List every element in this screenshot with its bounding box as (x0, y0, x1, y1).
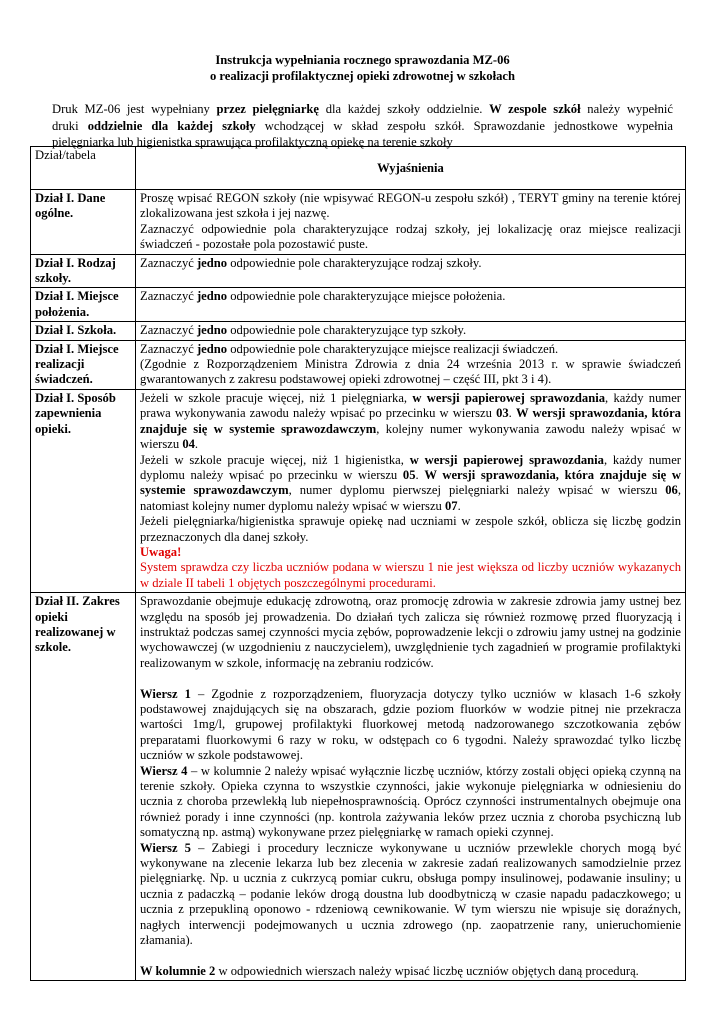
row-paragraph: Sprawozdanie obejmuje edukację zdrowotną, oraz promocję zdrowia w zakresie zdrowia jamy ustnej bez względu na sposób jej prowadzenia. Do działań tych zalicza się również rozmowę przed fluoryzacją i instruktaż podczas samej czynności mycia zębów, poprowadzenie lekcji o zdrowiu jamy ustnej na godzinie wychowawczej (w uzgodnieniu z nauczycielem), uwzględnienie tych zagadnień w programie profilaktyki realizowanym w szkole, informację na zebraniu rodziców. (140, 594, 681, 670)
table-row (31, 288, 686, 322)
paragraph-spacer (140, 671, 681, 686)
row-paragraph (140, 391, 681, 453)
row-text: odpowiednie pole charakteryzujące miejsce realizacji świadczeń. (227, 341, 559, 356)
row-label-cell (31, 254, 136, 288)
row-bold: W wersji sprawozdania, która znajduje się w systemie sprawozdawczym (140, 467, 682, 498)
row-paragraph (140, 687, 681, 764)
row-text: , natomiast kolejny numer dyplomu należy wpisać w wierszu (140, 483, 681, 513)
intro-line-1 (52, 101, 673, 118)
row-text: . (457, 498, 461, 513)
intro-paragraph (52, 101, 673, 151)
header-cell-section (31, 147, 136, 190)
row-text: , numer dyplomu pierwszej pielęgniarki należy wpisać w wierszu (288, 483, 666, 498)
row-text: – Zgodnie z rozporządzeniem, fluoryzacja dotyczy tylko uczniów w klasach 1-6 szkoły podstawowej znajdujących się na obszarach, gdzie poziom fluorków w wodzie pitnej nie przekracza wartości 1mg/l, grupowej profilaktyki fluorkowej metodą nadzorowanego szczotkowania zębów preparatami fluorkowymi 6 razy w roku, w odstępach co 6 tygodni. Należy sprawozdać tylko liczbę uczniów w szkole podstawowej. (140, 686, 681, 763)
row-text: – w kolumnie 2 należy wpisać wyłącznie liczbę uczniów, którzy zostali objęci opieką czynną na terenie szkoły. Opieka czynna to wszystkie czynności, jakie wykonuje pielęgniarka w odniesieniu do ucznia z choroba przewlekłą lub niepełnosprawnością. Oprócz czynności instrumentalnych obejmuje ona również porady i inne czynności (np. kontrola zażywania leków przez ucznia z choroba psychiczną lub somatyczną np. astmą) wykonywane przez pielęgniarkę w ramach opieki czynnej. (140, 763, 682, 840)
table-row (31, 190, 686, 255)
document-title-line-1: Instrukcja wypełniania rocznego sprawozdania MZ-06 (215, 53, 510, 67)
row-text: . (508, 406, 516, 421)
row-bold: w wersji papierowej sprawozdania (409, 452, 604, 467)
intro-bold: oddzielnie dla każdej szkoły (87, 118, 256, 133)
row-text: Jeżeli w szkole pracuje więcej, niż 1 pielęgniarka, (140, 390, 413, 405)
row-label: Dział I. Szkoła. (35, 323, 117, 338)
row-paragraph (140, 453, 681, 515)
row-label-cell (31, 190, 136, 255)
row-text: odpowiednie pole charakteryzujące miejsce położenia. (227, 289, 506, 304)
row-text: w odpowiednich wierszach należy wpisać liczbę uczniów objętych daną procedurą. (215, 963, 639, 978)
table-row (31, 340, 686, 389)
row-text: Jeżeli w szkole pracuje więcej, niż 1 higienistka, (140, 452, 410, 467)
row-label-cell (31, 288, 136, 322)
row-text: . (194, 437, 199, 452)
table-header-row (31, 147, 686, 190)
row-bold: Wiersz 5 (140, 840, 191, 855)
instructions-table (30, 146, 686, 981)
table-row (31, 593, 686, 981)
row-label: Dział I. Miejsce położenia. (35, 289, 119, 319)
row-bold: jedno (196, 323, 228, 338)
row-text: , kolejny numer wykonywania zawodu należy wpisać w wierszu (140, 421, 681, 452)
row-label: Dział II. Zakres opieki realizowanej w szkole. (35, 594, 120, 655)
row-bold: Wiersz 4 (140, 763, 188, 778)
warning-text: System sprawdza czy liczba uczniów podana w wierszu 1 nie jest większa od liczby uczniów wykazanych w dziale II tabeli 1 objętych poszczególnymi procedurami. (140, 560, 681, 590)
row-label-cell (31, 322, 136, 340)
row-paragraph (140, 841, 681, 949)
row-bold: 03 (496, 406, 509, 421)
document-title-line-2: o realizacji profilaktycznej opieki zdrowotnej w szkołach (209, 69, 515, 83)
warning-heading: Uwaga! (140, 544, 182, 559)
row-text: Zaznaczyć (140, 341, 197, 356)
intro-bold: W zespole szkół (489, 102, 581, 116)
row-text: Zaznaczyć (140, 289, 197, 304)
row-bold: W kolumnie 2 (140, 963, 216, 978)
row-label: Dział I. Rodzaj szkoły. (35, 255, 116, 286)
row-content-cell (136, 288, 686, 322)
row-text: odpowiednie pole charakteryzujące typ szkoły. (227, 323, 467, 338)
intro-text: należy wypełnić (580, 102, 673, 116)
row-text: , każdy numer dyplomu należy wpisać po przecinku w wierszu (140, 452, 681, 482)
intro-line-2 (52, 118, 673, 135)
row-label: Dział I. Dane ogólne. (35, 191, 106, 221)
table-row (31, 322, 686, 340)
row-bold: jedno (196, 255, 228, 270)
header-section-label: Dział/tabela (35, 148, 96, 162)
row-content-cell (136, 190, 686, 255)
table-row (31, 389, 686, 592)
row-label: Dział I. Miejsce realizacji świadczeń. (35, 341, 119, 387)
row-text: , każdy numer prawa wykonywania zawodu należy wpisać po przecinku w wierszu (140, 390, 681, 421)
row-paragraph: Proszę wpisać REGON szkoły (nie wpisywać REGON-u zespołu szkół) , TERYT gminy na terenie której zlokalizowana jest szkoła i jej nazwę. (140, 191, 681, 221)
row-bold: 04 (182, 437, 195, 452)
header-cell-explanations (136, 147, 686, 190)
row-content-cell (136, 254, 686, 288)
row-text: . (415, 467, 425, 482)
row-paragraph (140, 764, 681, 841)
row-bold: jedno (196, 289, 228, 304)
row-content-cell (136, 340, 686, 389)
row-bold: Wiersz 1 (140, 686, 191, 701)
row-paragraph (140, 342, 681, 357)
row-bold: w wersji papierowej sprawozdania (412, 390, 606, 405)
intro-text: druki (52, 118, 88, 133)
row-bold: 07 (444, 498, 458, 513)
row-content-cell (136, 389, 686, 592)
row-label: Dział I. Sposób zapewnienia opieki. (35, 390, 116, 436)
intro-text: dla każdej szkoły oddzielnie. (319, 102, 490, 116)
paragraph-spacer (140, 948, 681, 963)
row-bold: jedno (196, 341, 228, 356)
row-paragraph: (Zgodnie z Rozporządzeniem Ministra Zdrowia z dnia 24 września 2013 r. w sprawie świadczeń gwarantowanych z zakresu podstawowej opieki zdrowotnej – część III, pkt 3 i 4). (140, 357, 681, 387)
row-content-cell (136, 593, 686, 981)
row-text: Zaznaczyć (140, 323, 197, 338)
row-paragraph: Jeżeli pielęgniarka/higienistka sprawuje opiekę nad uczniami w zespole szkół, oblicza się liczbę godzin przeznaczonych dla danej szkoły. (140, 514, 681, 544)
row-bold: 05 (402, 467, 416, 482)
row-text: odpowiednie pole charakteryzujące rodzaj szkoły. (227, 255, 482, 270)
row-content-cell (136, 322, 686, 340)
row-label-cell (31, 340, 136, 389)
intro-text: wchodzącej w skład zespołu szkół. Sprawozdanie jednostkowe wypełnia (255, 118, 673, 133)
table-row (31, 254, 686, 288)
row-text: – Zabiegi i procedury lecznicze wykonywane u uczniów przewlekle chorych mogą być wykonywane na zlecenie lekarza lub bez zlecenia w zakresie zadań realizowanych samodzielnie przez pielęgniarkę. Np. u ucznia z cukrzycą pomiar cukru, obsługa pompy insulinowej, podawanie insuliny; u ucznia z padaczką – podanie leków drogą doustna lub doodbytniczą w czasie napadu padaczkowego; u ucznia z przepukliną oponowo - rdzeniową cewnikowanie. W tym wierszu nie wpisuje się doraźnych, nagłych interwencji podejmowanych u ucznia zdrowego (np. zaopatrzenie rany, unieruchomienie złamania). (140, 840, 681, 948)
intro-text: Druk MZ-06 jest wypełniany (52, 102, 217, 116)
intro-bold: przez pielęgniarkę (216, 102, 320, 116)
row-text: Zaznaczyć (140, 255, 197, 270)
row-paragraph: Zaznaczyć odpowiednie pola charakteryzujące rodzaj szkoły, jej lokalizację oraz miejsce realizacji świadczeń - pozostałe pola pozostawić puste. (140, 221, 681, 252)
row-label-cell (31, 593, 136, 981)
row-label-cell (31, 389, 136, 592)
row-paragraph (140, 964, 681, 979)
row-bold: 06 (665, 483, 678, 498)
header-explanations-label: Wyjaśnienia (377, 161, 444, 175)
intro-line-3: pielęgniarka lub higienistka sprawująca profilaktyczną opiekę na terenie szkoły (52, 135, 453, 150)
row-bold: W wersji sprawozdania, która znajduje się w systemie sprawozdawczym (140, 406, 681, 436)
